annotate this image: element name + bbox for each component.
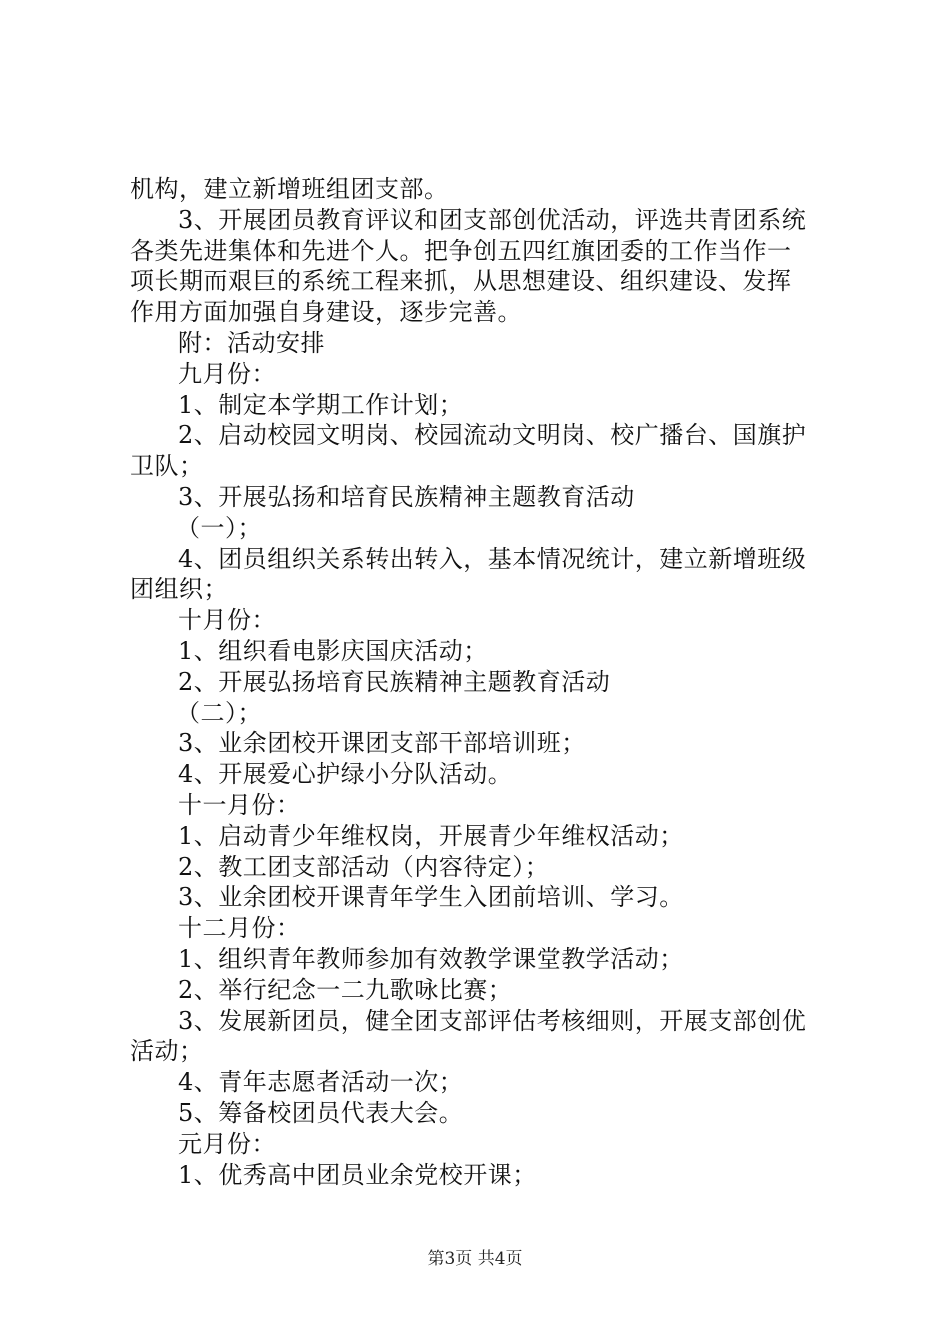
document-line: 3、业余团校开课青年学生入团前培训、学习。	[178, 883, 684, 912]
document-line: （一）；	[176, 513, 262, 542]
document-line: 附：活动安排	[178, 328, 325, 357]
document-line: 活动；	[130, 1037, 204, 1066]
document-line: 各类先进集体和先进个人。把争创五四红旗团委的工作当作一	[130, 236, 792, 265]
document-line: 1、启动青少年维权岗，开展青少年维权活动；	[178, 821, 684, 850]
document-line: 作用方面加强自身建设，逐步完善。	[130, 298, 522, 327]
document-line: 十二月份：	[178, 914, 301, 943]
document-line: 元月份：	[178, 1129, 276, 1158]
document-line: 3、开展弘扬和培育民族精神主题教育活动	[178, 482, 635, 511]
document-line: 1、制定本学期工作计划；	[178, 390, 464, 419]
document-line: 2、启动校园文明岗、校园流动文明岗、校广播台、国旗护	[178, 421, 807, 450]
document-line: 4、团员组织关系转出转入，基本情况统计，建立新增班级	[178, 544, 807, 573]
document-line: 3、开展团员教育评议和团支部创优活动，评选共青团系统	[178, 205, 807, 234]
document-line: 3、业余团校开课团支部干部培训班；	[178, 729, 586, 758]
document-line: 2、教工团支部活动（内容待定）；	[178, 852, 550, 881]
document-line: 项长期而艰巨的系统工程来抓，从思想建设、组织建设、发挥	[130, 267, 792, 296]
document-line: 2、举行纪念一二九歌咏比赛；	[178, 975, 513, 1004]
document-body	[130, 174, 830, 1190]
document-line: 1、优秀高中团员业余党校开课；	[178, 1160, 537, 1189]
document-line: 4、开展爱心护绿小分队活动。	[178, 760, 513, 789]
document-line: 机构，建立新增班组团支部。	[130, 175, 449, 203]
document-line: 3、发展新团员，健全团支部评估考核细则，开展支部创优	[178, 1006, 807, 1035]
document-line: 团组织；	[130, 575, 228, 604]
document-line: 5、筹备校团员代表大会。	[178, 1098, 464, 1127]
document-line: 1、组织看电影庆国庆活动；	[178, 636, 488, 665]
document-line: 1、组织青年教师参加有效教学课堂教学活动；	[178, 944, 684, 973]
page-footer: 第3页 共4页	[427, 1249, 523, 1269]
document-line: 九月份：	[178, 359, 276, 388]
document-line: （二）；	[176, 698, 262, 727]
document-line: 十月份：	[178, 606, 276, 635]
document-line: 卫队；	[130, 452, 204, 481]
document-line: 2、开展弘扬培育民族精神主题教育活动	[178, 667, 611, 696]
document-line: 十一月份：	[178, 790, 301, 819]
document-line: 4、青年志愿者活动一次；	[178, 1068, 464, 1097]
